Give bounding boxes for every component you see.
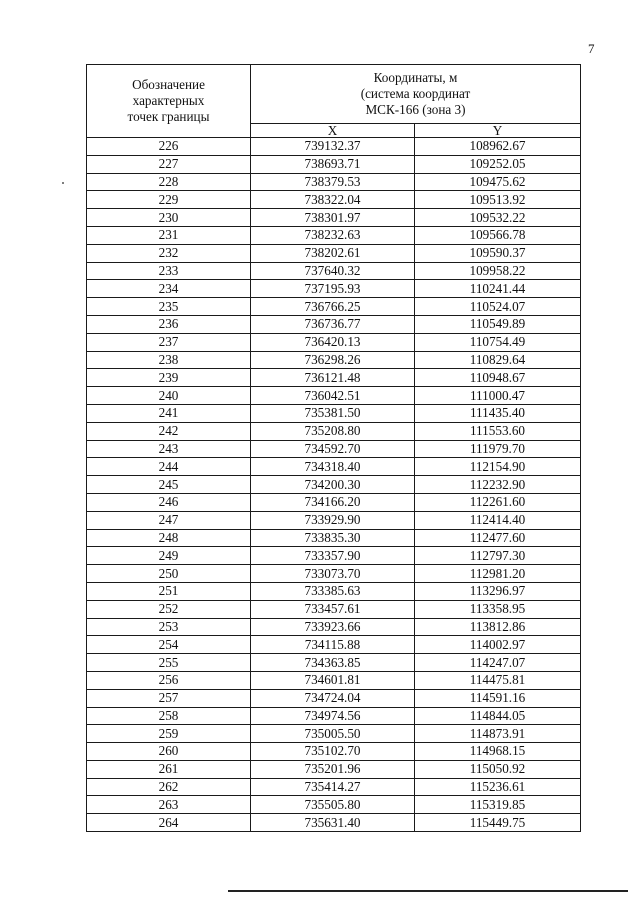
x-coordinate-cell: 736420.13 xyxy=(251,333,415,351)
table-row xyxy=(87,155,581,173)
point-number-cell: 255 xyxy=(87,654,251,672)
x-coordinate-cell: 738232.63 xyxy=(251,226,415,244)
point-number-cell: 261 xyxy=(87,760,251,778)
table-row xyxy=(87,760,581,778)
point-number-cell: 246 xyxy=(87,493,251,511)
x-coordinate-cell: 735381.50 xyxy=(251,404,415,422)
table-row xyxy=(87,333,581,351)
table-row xyxy=(87,404,581,422)
table-row xyxy=(87,725,581,743)
y-coordinate-cell: 111979.70 xyxy=(415,440,581,458)
x-coordinate-cell: 736766.25 xyxy=(251,298,415,316)
point-number-cell: 241 xyxy=(87,404,251,422)
x-coordinate-cell: 735005.50 xyxy=(251,725,415,743)
x-coordinate-cell: 737640.32 xyxy=(251,262,415,280)
x-coordinate-cell: 734115.88 xyxy=(251,636,415,654)
coordinates-table xyxy=(86,64,581,832)
point-number-cell: 228 xyxy=(87,173,251,191)
y-coordinate-cell: 109590.37 xyxy=(415,244,581,262)
y-coordinate-cell: 113296.97 xyxy=(415,582,581,600)
y-coordinate-cell: 110549.89 xyxy=(415,315,581,333)
point-number-cell: 259 xyxy=(87,725,251,743)
point-designation-header: Обозначение характерных точек границы xyxy=(87,65,251,138)
table-row xyxy=(87,582,581,600)
table-row xyxy=(87,671,581,689)
y-coordinate-cell: 109475.62 xyxy=(415,173,581,191)
y-coordinate-cell: 112477.60 xyxy=(415,529,581,547)
x-coordinate-cell: 734318.40 xyxy=(251,458,415,476)
x-coordinate-cell: 735414.27 xyxy=(251,778,415,796)
scan-dot xyxy=(62,182,64,184)
table-row xyxy=(87,173,581,191)
x-coordinate-cell: 737195.93 xyxy=(251,280,415,298)
y-coordinate-cell: 112232.90 xyxy=(415,476,581,494)
x-column-header: X xyxy=(251,124,415,138)
y-coordinate-cell: 112981.20 xyxy=(415,565,581,583)
y-coordinate-cell: 115319.85 xyxy=(415,796,581,814)
x-coordinate-cell: 733385.63 xyxy=(251,582,415,600)
y-coordinate-cell: 108962.67 xyxy=(415,138,581,156)
table-row xyxy=(87,458,581,476)
x-coordinate-cell: 733073.70 xyxy=(251,565,415,583)
point-number-cell: 252 xyxy=(87,600,251,618)
point-number-cell: 258 xyxy=(87,707,251,725)
y-coordinate-cell: 109958.22 xyxy=(415,262,581,280)
point-number-cell: 257 xyxy=(87,689,251,707)
x-coordinate-cell: 733929.90 xyxy=(251,511,415,529)
y-coordinate-cell: 112261.60 xyxy=(415,493,581,511)
table-row xyxy=(87,298,581,316)
y-coordinate-cell: 110754.49 xyxy=(415,333,581,351)
y-coordinate-cell: 113812.86 xyxy=(415,618,581,636)
table-row xyxy=(87,778,581,796)
table-row xyxy=(87,743,581,761)
table-row xyxy=(87,262,581,280)
table-row xyxy=(87,529,581,547)
table-row xyxy=(87,654,581,672)
x-coordinate-cell: 735102.70 xyxy=(251,743,415,761)
point-number-cell: 251 xyxy=(87,582,251,600)
x-coordinate-cell: 734200.30 xyxy=(251,476,415,494)
point-number-cell: 235 xyxy=(87,298,251,316)
table-row xyxy=(87,565,581,583)
point-number-cell: 234 xyxy=(87,280,251,298)
y-coordinate-cell: 114968.15 xyxy=(415,743,581,761)
point-number-cell: 242 xyxy=(87,422,251,440)
table-row xyxy=(87,138,581,156)
y-coordinate-cell: 114591.16 xyxy=(415,689,581,707)
x-coordinate-cell: 733457.61 xyxy=(251,600,415,618)
y-coordinate-cell: 112414.40 xyxy=(415,511,581,529)
y-coordinate-cell: 109532.22 xyxy=(415,209,581,227)
point-number-cell: 263 xyxy=(87,796,251,814)
point-number-cell: 230 xyxy=(87,209,251,227)
table-row xyxy=(87,707,581,725)
x-coordinate-cell: 734363.85 xyxy=(251,654,415,672)
table-row xyxy=(87,493,581,511)
table-row xyxy=(87,209,581,227)
table-row xyxy=(87,618,581,636)
x-coordinate-cell: 734592.70 xyxy=(251,440,415,458)
point-number-cell: 236 xyxy=(87,315,251,333)
point-number-cell: 231 xyxy=(87,226,251,244)
x-coordinate-cell: 735208.80 xyxy=(251,422,415,440)
x-coordinate-cell: 736298.26 xyxy=(251,351,415,369)
point-number-cell: 260 xyxy=(87,743,251,761)
x-coordinate-cell: 736736.77 xyxy=(251,315,415,333)
bottom-rule xyxy=(228,890,628,892)
x-coordinate-cell: 736042.51 xyxy=(251,387,415,405)
x-coordinate-cell: 738322.04 xyxy=(251,191,415,209)
y-coordinate-cell: 109252.05 xyxy=(415,155,581,173)
point-number-cell: 264 xyxy=(87,814,251,832)
point-number-cell: 237 xyxy=(87,333,251,351)
coordinates-header: Координаты, м (система координат МСК-166 (зона 3) xyxy=(251,65,581,124)
point-number-cell: 243 xyxy=(87,440,251,458)
table-row xyxy=(87,315,581,333)
point-number-cell: 226 xyxy=(87,138,251,156)
table-row xyxy=(87,547,581,565)
y-coordinate-cell: 111553.60 xyxy=(415,422,581,440)
y-column-header: Y xyxy=(415,124,581,138)
point-number-cell: 247 xyxy=(87,511,251,529)
table-row xyxy=(87,689,581,707)
y-coordinate-cell: 114247.07 xyxy=(415,654,581,672)
page-number: 7 xyxy=(588,41,595,56)
x-coordinate-cell: 738379.53 xyxy=(251,173,415,191)
coordinates-rows xyxy=(87,138,581,832)
table-row xyxy=(87,476,581,494)
table-row xyxy=(87,422,581,440)
y-coordinate-cell: 110948.67 xyxy=(415,369,581,387)
table-row xyxy=(87,280,581,298)
x-coordinate-cell: 733357.90 xyxy=(251,547,415,565)
y-coordinate-cell: 115236.61 xyxy=(415,778,581,796)
x-coordinate-cell: 734724.04 xyxy=(251,689,415,707)
point-number-cell: 249 xyxy=(87,547,251,565)
y-coordinate-cell: 112797.30 xyxy=(415,547,581,565)
point-number-cell: 244 xyxy=(87,458,251,476)
point-number-cell: 248 xyxy=(87,529,251,547)
point-number-cell: 253 xyxy=(87,618,251,636)
point-number-cell: 250 xyxy=(87,565,251,583)
x-coordinate-cell: 735631.40 xyxy=(251,814,415,832)
y-coordinate-cell: 109566.78 xyxy=(415,226,581,244)
table-row xyxy=(87,440,581,458)
x-coordinate-cell: 735505.80 xyxy=(251,796,415,814)
table-row xyxy=(87,191,581,209)
x-coordinate-cell: 739132.37 xyxy=(251,138,415,156)
table-row xyxy=(87,796,581,814)
x-coordinate-cell: 733923.66 xyxy=(251,618,415,636)
y-coordinate-cell: 109513.92 xyxy=(415,191,581,209)
x-coordinate-cell: 738202.61 xyxy=(251,244,415,262)
table-row xyxy=(87,511,581,529)
x-coordinate-cell: 734601.81 xyxy=(251,671,415,689)
table-row xyxy=(87,814,581,832)
point-number-cell: 238 xyxy=(87,351,251,369)
x-coordinate-cell: 736121.48 xyxy=(251,369,415,387)
y-coordinate-cell: 114873.91 xyxy=(415,725,581,743)
y-coordinate-cell: 115449.75 xyxy=(415,814,581,832)
y-coordinate-cell: 110241.44 xyxy=(415,280,581,298)
point-number-cell: 240 xyxy=(87,387,251,405)
point-number-cell: 233 xyxy=(87,262,251,280)
x-coordinate-cell: 735201.96 xyxy=(251,760,415,778)
y-coordinate-cell: 110829.64 xyxy=(415,351,581,369)
y-coordinate-cell: 114002.97 xyxy=(415,636,581,654)
table-row xyxy=(87,600,581,618)
point-number-cell: 227 xyxy=(87,155,251,173)
table-row xyxy=(87,636,581,654)
point-number-cell: 262 xyxy=(87,778,251,796)
point-number-cell: 229 xyxy=(87,191,251,209)
point-number-cell: 254 xyxy=(87,636,251,654)
x-coordinate-cell: 738301.97 xyxy=(251,209,415,227)
table-row xyxy=(87,387,581,405)
point-number-cell: 239 xyxy=(87,369,251,387)
table-row xyxy=(87,369,581,387)
x-coordinate-cell: 738693.71 xyxy=(251,155,415,173)
y-coordinate-cell: 115050.92 xyxy=(415,760,581,778)
point-number-cell: 245 xyxy=(87,476,251,494)
table-row xyxy=(87,226,581,244)
y-coordinate-cell: 110524.07 xyxy=(415,298,581,316)
y-coordinate-cell: 111435.40 xyxy=(415,404,581,422)
y-coordinate-cell: 114844.05 xyxy=(415,707,581,725)
y-coordinate-cell: 113358.95 xyxy=(415,600,581,618)
x-coordinate-cell: 733835.30 xyxy=(251,529,415,547)
y-coordinate-cell: 114475.81 xyxy=(415,671,581,689)
x-coordinate-cell: 734974.56 xyxy=(251,707,415,725)
x-coordinate-cell: 734166.20 xyxy=(251,493,415,511)
y-coordinate-cell: 111000.47 xyxy=(415,387,581,405)
point-number-cell: 232 xyxy=(87,244,251,262)
table-row xyxy=(87,351,581,369)
point-number-cell: 256 xyxy=(87,671,251,689)
table-row xyxy=(87,244,581,262)
y-coordinate-cell: 112154.90 xyxy=(415,458,581,476)
